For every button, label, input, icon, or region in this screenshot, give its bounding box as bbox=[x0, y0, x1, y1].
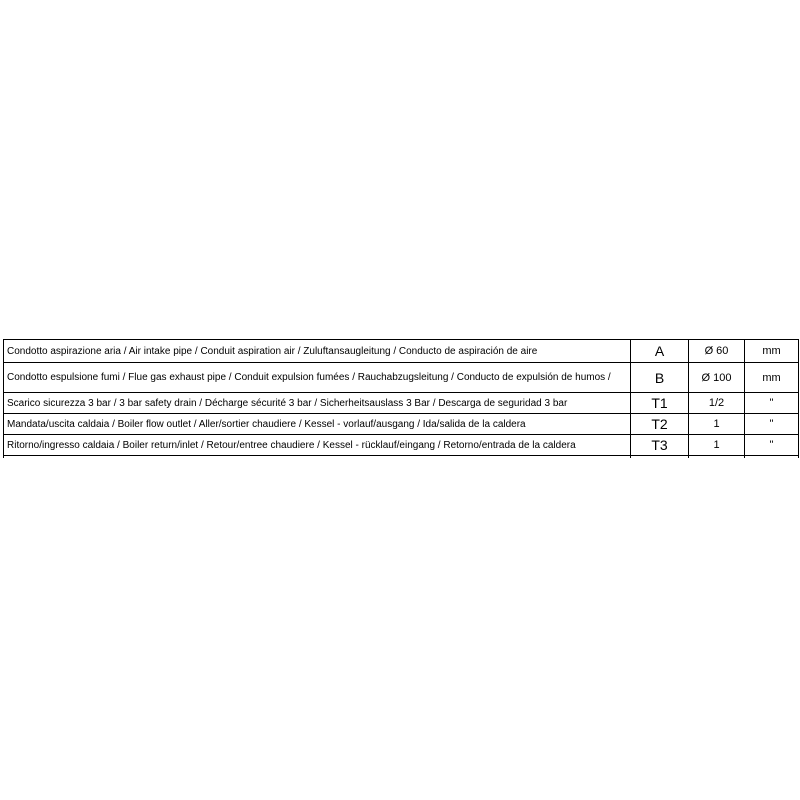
table-row bbox=[4, 363, 799, 393]
row-code: T2 bbox=[631, 414, 689, 435]
row-value: 1 bbox=[689, 435, 745, 456]
row-value: 1 bbox=[689, 414, 745, 435]
row-code: T3 bbox=[631, 435, 689, 456]
empty-cell bbox=[689, 456, 745, 459]
row-value: 1/2 bbox=[689, 393, 745, 414]
table-row bbox=[4, 393, 799, 414]
connections-table bbox=[3, 339, 799, 458]
row-description: Ritorno/ingresso caldaia / Boiler return/inlet / Retour/entree chaudiere / Kessel - rücklauf/eingang / Retorno/entrada de la caldera bbox=[4, 435, 631, 456]
table-row bbox=[4, 414, 799, 435]
row-unit: " bbox=[745, 435, 799, 456]
row-code: A bbox=[631, 340, 689, 363]
row-unit: " bbox=[745, 414, 799, 435]
row-unit: " bbox=[745, 393, 799, 414]
row-unit: mm bbox=[745, 363, 799, 393]
table-row-truncated bbox=[4, 456, 799, 459]
table-row bbox=[4, 435, 799, 456]
row-description: Condotto espulsione fumi / Flue gas exhaust pipe / Conduit expulsion fumées / Rauchabzugsleitung / Conducto de expulsión de humos / bbox=[4, 363, 631, 393]
row-value: Ø 100 bbox=[689, 363, 745, 393]
row-code: B bbox=[631, 363, 689, 393]
row-description: Condotto aspirazione aria / Air intake pipe / Conduit aspiration air / Zuluftansaugleitung / Conducto de aspiración de aire bbox=[4, 340, 631, 363]
row-unit: mm bbox=[745, 340, 799, 363]
row-description: Scarico sicurezza 3 bar / 3 bar safety drain / Décharge sécurité 3 bar / Sicherheitsauslass 3 Bar / Descarga de seguridad 3 bar bbox=[4, 393, 631, 414]
empty-cell bbox=[745, 456, 799, 459]
empty-cell bbox=[631, 456, 689, 459]
row-code: T1 bbox=[631, 393, 689, 414]
row-value: Ø 60 bbox=[689, 340, 745, 363]
table-row bbox=[4, 340, 799, 363]
row-description: Mandata/uscita caldaia / Boiler flow outlet / Aller/sortier chaudiere / Kessel - vorlauf/ausgang / Ida/salida de la caldera bbox=[4, 414, 631, 435]
empty-cell bbox=[4, 456, 631, 459]
